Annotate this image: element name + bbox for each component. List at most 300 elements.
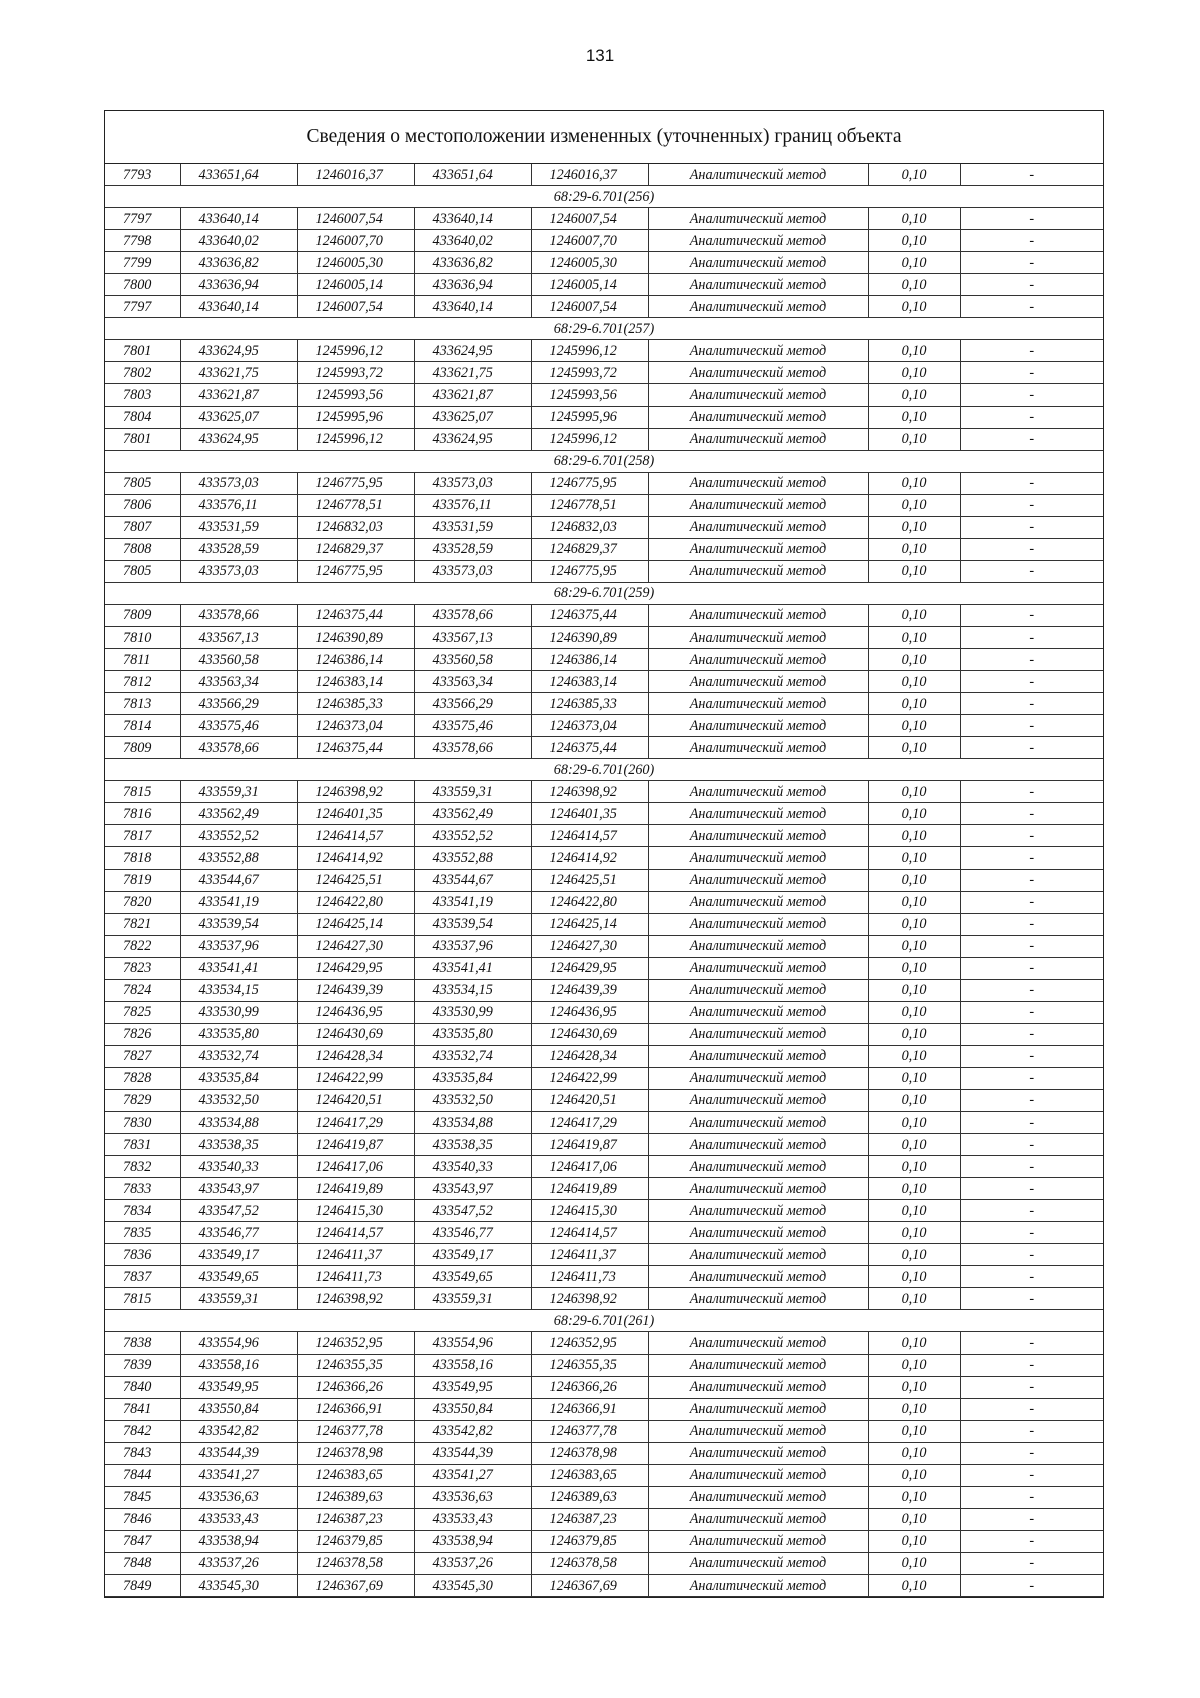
method-cell: Аналитический метод [648,1552,868,1574]
y-existing-cell: 1245993,72 [297,362,414,384]
x-new-cell: 433566,29 [414,693,531,715]
x-new-cell: 433624,95 [414,428,531,450]
y-existing-cell: 1246005,30 [297,252,414,274]
method-cell: Аналитический метод [648,1376,868,1398]
y-existing-cell: 1246352,95 [297,1332,414,1354]
y-new-cell: 1246778,51 [531,494,648,516]
y-new-cell: 1246401,35 [531,803,648,825]
y-new-cell: 1246417,06 [531,1156,648,1178]
x-new-cell: 433539,54 [414,913,531,935]
y-new-cell: 1246387,23 [531,1508,648,1530]
point-number-cell: 7822 [105,935,180,957]
x-existing-cell: 433532,74 [180,1045,297,1067]
table-row [105,296,1103,318]
point-number-cell: 7849 [105,1575,180,1597]
y-existing-cell: 1246419,87 [297,1134,414,1156]
note-cell: - [960,1200,1103,1222]
table-row [105,935,1103,957]
table-row [105,406,1103,428]
y-new-cell: 1246386,14 [531,649,648,671]
y-existing-cell: 1246366,26 [297,1376,414,1398]
y-existing-cell: 1246429,95 [297,957,414,979]
accuracy-cell: 0,10 [868,1045,960,1067]
point-number-cell: 7807 [105,516,180,538]
accuracy-cell: 0,10 [868,1376,960,1398]
accuracy-cell: 0,10 [868,406,960,428]
table-row [105,516,1103,538]
y-new-cell: 1246378,58 [531,1552,648,1574]
method-cell: Аналитический метод [648,803,868,825]
accuracy-cell: 0,10 [868,296,960,318]
x-existing-cell: 433549,95 [180,1376,297,1398]
x-new-cell: 433537,26 [414,1552,531,1574]
accuracy-cell: 0,10 [868,803,960,825]
table-row [105,869,1103,891]
table-row [105,1134,1103,1156]
table-row [105,1001,1103,1023]
accuracy-cell: 0,10 [868,472,960,494]
note-cell: - [960,560,1103,582]
method-cell: Аналитический метод [648,428,868,450]
y-new-cell: 1246007,70 [531,230,648,252]
y-new-cell: 1246389,63 [531,1486,648,1508]
table-row [105,913,1103,935]
point-number-cell: 7834 [105,1200,180,1222]
x-existing-cell: 433567,13 [180,626,297,648]
x-existing-cell: 433651,64 [180,164,297,186]
accuracy-cell: 0,10 [868,494,960,516]
x-existing-cell: 433544,39 [180,1442,297,1464]
table-row [105,626,1103,648]
y-existing-cell: 1246383,65 [297,1464,414,1486]
accuracy-cell: 0,10 [868,913,960,935]
y-existing-cell: 1246387,23 [297,1508,414,1530]
y-new-cell: 1246420,51 [531,1089,648,1111]
y-new-cell: 1246436,95 [531,1001,648,1023]
y-new-cell: 1246414,57 [531,1222,648,1244]
note-cell: - [960,715,1103,737]
accuracy-cell: 0,10 [868,384,960,406]
note-cell: - [960,538,1103,560]
x-new-cell: 433538,94 [414,1530,531,1552]
table-row [105,1354,1103,1376]
accuracy-cell: 0,10 [868,1134,960,1156]
accuracy-cell: 0,10 [868,428,960,450]
accuracy-cell: 0,10 [868,560,960,582]
y-new-cell: 1246411,73 [531,1266,648,1288]
table-row [105,1244,1103,1266]
note-cell: - [960,781,1103,803]
note-cell: - [960,1178,1103,1200]
note-cell: - [960,891,1103,913]
point-number-cell: 7804 [105,406,180,428]
note-cell: - [960,1486,1103,1508]
x-existing-cell: 433573,03 [180,472,297,494]
note-cell: - [960,1244,1103,1266]
x-existing-cell: 433541,41 [180,957,297,979]
point-number-cell: 7819 [105,869,180,891]
note-cell: - [960,1420,1103,1442]
y-existing-cell: 1246427,30 [297,935,414,957]
table-row [105,693,1103,715]
y-existing-cell: 1246389,63 [297,1486,414,1508]
x-new-cell: 433534,88 [414,1112,531,1134]
accuracy-cell: 0,10 [868,935,960,957]
y-existing-cell: 1246386,14 [297,649,414,671]
y-new-cell: 1246005,14 [531,274,648,296]
table-row [105,1067,1103,1089]
y-existing-cell: 1246775,95 [297,472,414,494]
x-existing-cell: 433537,26 [180,1552,297,1574]
x-new-cell: 433640,14 [414,208,531,230]
y-new-cell: 1246417,29 [531,1112,648,1134]
table-row [105,1222,1103,1244]
x-existing-cell: 433535,80 [180,1023,297,1045]
table-row [105,825,1103,847]
x-existing-cell: 433535,84 [180,1067,297,1089]
cadastral-number-label: 68:29-6.701(261) [105,1310,1103,1332]
table-row [105,1442,1103,1464]
x-existing-cell: 433640,02 [180,230,297,252]
y-existing-cell: 1246414,57 [297,1222,414,1244]
y-new-cell: 1246379,85 [531,1530,648,1552]
note-cell: - [960,847,1103,869]
y-new-cell: 1246005,30 [531,252,648,274]
cadastral-number-label: 68:29-6.701(258) [105,450,1103,472]
x-new-cell: 433544,67 [414,869,531,891]
method-cell: Аналитический метод [648,538,868,560]
accuracy-cell: 0,10 [868,164,960,186]
section-header-row [105,759,1103,781]
note-cell: - [960,362,1103,384]
method-cell: Аналитический метод [648,1222,868,1244]
method-cell: Аналитический метод [648,671,868,693]
x-existing-cell: 433563,34 [180,671,297,693]
x-existing-cell: 433543,97 [180,1178,297,1200]
y-new-cell: 1245996,12 [531,428,648,450]
table-row [105,715,1103,737]
y-existing-cell: 1246775,95 [297,560,414,582]
point-number-cell: 7805 [105,560,180,582]
y-new-cell: 1246375,44 [531,737,648,759]
y-new-cell: 1246398,92 [531,1288,648,1310]
table-row [105,957,1103,979]
y-new-cell: 1246419,89 [531,1178,648,1200]
x-existing-cell: 433621,87 [180,384,297,406]
method-cell: Аналитический метод [648,913,868,935]
y-existing-cell: 1245996,12 [297,428,414,450]
y-existing-cell: 1246378,98 [297,1442,414,1464]
table-row [105,1045,1103,1067]
y-new-cell: 1245995,96 [531,406,648,428]
y-existing-cell: 1246375,44 [297,737,414,759]
x-new-cell: 433640,14 [414,296,531,318]
x-new-cell: 433562,49 [414,803,531,825]
y-new-cell: 1246398,92 [531,781,648,803]
note-cell: - [960,935,1103,957]
note-cell: - [960,1332,1103,1354]
method-cell: Аналитический метод [648,1508,868,1530]
note-cell: - [960,406,1103,428]
x-existing-cell: 433531,59 [180,516,297,538]
y-new-cell: 1246355,35 [531,1354,648,1376]
table-row [105,164,1103,186]
x-new-cell: 433538,35 [414,1134,531,1156]
method-cell: Аналитический метод [648,230,868,252]
method-cell: Аналитический метод [648,693,868,715]
y-existing-cell: 1246355,35 [297,1354,414,1376]
x-new-cell: 433537,96 [414,935,531,957]
y-new-cell: 1246385,33 [531,693,648,715]
table-row [105,737,1103,759]
y-existing-cell: 1246379,85 [297,1530,414,1552]
x-new-cell: 433621,87 [414,384,531,406]
x-new-cell: 433534,15 [414,979,531,1001]
point-number-cell: 7809 [105,737,180,759]
y-existing-cell: 1246829,37 [297,538,414,560]
table-title: Сведения о местоположении измененных (уточненных) границ объекта [105,111,1103,164]
point-number-cell: 7815 [105,781,180,803]
accuracy-cell: 0,10 [868,1200,960,1222]
method-cell: Аналитический метод [648,1464,868,1486]
y-new-cell: 1246430,69 [531,1023,648,1045]
x-existing-cell: 433538,94 [180,1530,297,1552]
x-existing-cell: 433552,52 [180,825,297,847]
y-new-cell: 1246832,03 [531,516,648,538]
accuracy-cell: 0,10 [868,604,960,626]
point-number-cell: 7813 [105,693,180,715]
point-number-cell: 7828 [105,1067,180,1089]
x-new-cell: 433540,33 [414,1156,531,1178]
x-existing-cell: 433624,95 [180,340,297,362]
accuracy-cell: 0,10 [868,737,960,759]
accuracy-cell: 0,10 [868,1486,960,1508]
table-row [105,252,1103,274]
accuracy-cell: 0,10 [868,1530,960,1552]
point-number-cell: 7842 [105,1420,180,1442]
table-row [105,1089,1103,1111]
table-row [105,1464,1103,1486]
y-existing-cell: 1246385,33 [297,693,414,715]
note-cell: - [960,1442,1103,1464]
y-existing-cell: 1246377,78 [297,1420,414,1442]
method-cell: Аналитический метод [648,164,868,186]
table-row [105,1552,1103,1574]
note-cell: - [960,164,1103,186]
note-cell: - [960,1508,1103,1530]
y-existing-cell: 1246436,95 [297,1001,414,1023]
y-existing-cell: 1245993,56 [297,384,414,406]
point-number-cell: 7830 [105,1112,180,1134]
table-row [105,1376,1103,1398]
table-row [105,1575,1103,1597]
table-row [105,538,1103,560]
note-cell: - [960,384,1103,406]
x-existing-cell: 433566,29 [180,693,297,715]
x-existing-cell: 433536,63 [180,1486,297,1508]
y-existing-cell: 1246422,99 [297,1067,414,1089]
x-existing-cell: 433549,65 [180,1266,297,1288]
x-existing-cell: 433537,96 [180,935,297,957]
note-cell: - [960,494,1103,516]
note-cell: - [960,1067,1103,1089]
point-number-cell: 7836 [105,1244,180,1266]
x-new-cell: 433636,82 [414,252,531,274]
note-cell: - [960,1023,1103,1045]
y-existing-cell: 1246425,51 [297,869,414,891]
x-new-cell: 433546,77 [414,1222,531,1244]
y-new-cell: 1246419,87 [531,1134,648,1156]
table-row [105,1530,1103,1552]
point-number-cell: 7808 [105,538,180,560]
x-new-cell: 433567,13 [414,626,531,648]
y-existing-cell: 1246415,30 [297,1200,414,1222]
y-existing-cell: 1246383,14 [297,671,414,693]
y-new-cell: 1246439,39 [531,979,648,1001]
y-new-cell: 1246775,95 [531,560,648,582]
point-number-cell: 7832 [105,1156,180,1178]
note-cell: - [960,340,1103,362]
table-row [105,891,1103,913]
method-cell: Аналитический метод [648,781,868,803]
point-number-cell: 7826 [105,1023,180,1045]
note-cell: - [960,1222,1103,1244]
accuracy-cell: 0,10 [868,781,960,803]
x-new-cell: 433552,52 [414,825,531,847]
point-number-cell: 7814 [105,715,180,737]
method-cell: Аналитический метод [648,252,868,274]
x-existing-cell: 433559,31 [180,781,297,803]
x-new-cell: 433554,96 [414,1332,531,1354]
method-cell: Аналитический метод [648,1244,868,1266]
y-existing-cell: 1246417,06 [297,1156,414,1178]
x-new-cell: 433578,66 [414,737,531,759]
point-number-cell: 7824 [105,979,180,1001]
x-new-cell: 433640,02 [414,230,531,252]
method-cell: Аналитический метод [648,208,868,230]
y-new-cell: 1245993,56 [531,384,648,406]
x-existing-cell: 433636,82 [180,252,297,274]
x-new-cell: 433558,16 [414,1354,531,1376]
point-number-cell: 7815 [105,1288,180,1310]
x-existing-cell: 433562,49 [180,803,297,825]
x-new-cell: 433552,88 [414,847,531,869]
y-new-cell: 1246829,37 [531,538,648,560]
point-number-cell: 7820 [105,891,180,913]
point-number-cell: 7816 [105,803,180,825]
point-number-cell: 7797 [105,296,180,318]
y-existing-cell: 1246428,34 [297,1045,414,1067]
x-existing-cell: 433621,75 [180,362,297,384]
note-cell: - [960,869,1103,891]
x-existing-cell: 433539,54 [180,913,297,935]
point-number-cell: 7837 [105,1266,180,1288]
x-existing-cell: 433550,84 [180,1398,297,1420]
y-existing-cell: 1246430,69 [297,1023,414,1045]
accuracy-cell: 0,10 [868,1156,960,1178]
point-number-cell: 7835 [105,1222,180,1244]
point-number-cell: 7840 [105,1376,180,1398]
x-new-cell: 433576,11 [414,494,531,516]
note-cell: - [960,1376,1103,1398]
y-new-cell: 1246366,91 [531,1398,648,1420]
point-number-cell: 7847 [105,1530,180,1552]
y-existing-cell: 1246373,04 [297,715,414,737]
y-existing-cell: 1245996,12 [297,340,414,362]
accuracy-cell: 0,10 [868,715,960,737]
table-row [105,649,1103,671]
note-cell: - [960,1552,1103,1574]
x-existing-cell: 433534,88 [180,1112,297,1134]
method-cell: Аналитический метод [648,1398,868,1420]
table-row [105,604,1103,626]
method-cell: Аналитический метод [648,1134,868,1156]
accuracy-cell: 0,10 [868,274,960,296]
note-cell: - [960,737,1103,759]
table-row [105,1420,1103,1442]
point-number-cell: 7848 [105,1552,180,1574]
section-header-row [105,1310,1103,1332]
section-header-row [105,186,1103,208]
point-number-cell: 7801 [105,340,180,362]
accuracy-cell: 0,10 [868,1464,960,1486]
method-cell: Аналитический метод [648,869,868,891]
x-existing-cell: 433534,15 [180,979,297,1001]
table-row [105,781,1103,803]
method-cell: Аналитический метод [648,384,868,406]
point-number-cell: 7817 [105,825,180,847]
method-cell: Аналитический метод [648,847,868,869]
y-new-cell: 1246390,89 [531,626,648,648]
y-new-cell: 1246373,04 [531,715,648,737]
x-existing-cell: 433575,46 [180,715,297,737]
note-cell: - [960,1134,1103,1156]
point-number-cell: 7793 [105,164,180,186]
note-cell: - [960,803,1103,825]
table-row [105,1486,1103,1508]
note-cell: - [960,1266,1103,1288]
y-existing-cell: 1246425,14 [297,913,414,935]
x-existing-cell: 433545,30 [180,1575,297,1597]
method-cell: Аналитический метод [648,737,868,759]
table-row [105,1398,1103,1420]
y-existing-cell: 1246398,92 [297,781,414,803]
y-existing-cell: 1246414,92 [297,847,414,869]
cadastral-number-label: 68:29-6.701(260) [105,759,1103,781]
table-row [105,560,1103,582]
x-existing-cell: 433576,11 [180,494,297,516]
y-existing-cell: 1246005,14 [297,274,414,296]
accuracy-cell: 0,10 [868,1398,960,1420]
x-new-cell: 433533,43 [414,1508,531,1530]
page-number: 131 [585,46,615,65]
note-cell: - [960,516,1103,538]
x-new-cell: 433549,17 [414,1244,531,1266]
point-number-cell: 7799 [105,252,180,274]
x-new-cell: 433624,95 [414,340,531,362]
accuracy-cell: 0,10 [868,891,960,913]
note-cell: - [960,604,1103,626]
y-existing-cell: 1246414,57 [297,825,414,847]
x-new-cell: 433543,97 [414,1178,531,1200]
accuracy-cell: 0,10 [868,362,960,384]
x-new-cell: 433563,34 [414,671,531,693]
accuracy-cell: 0,10 [868,516,960,538]
cadastral-number-label: 68:29-6.701(259) [105,582,1103,604]
x-existing-cell: 433542,82 [180,1420,297,1442]
note-cell: - [960,979,1103,1001]
y-new-cell: 1246425,14 [531,913,648,935]
